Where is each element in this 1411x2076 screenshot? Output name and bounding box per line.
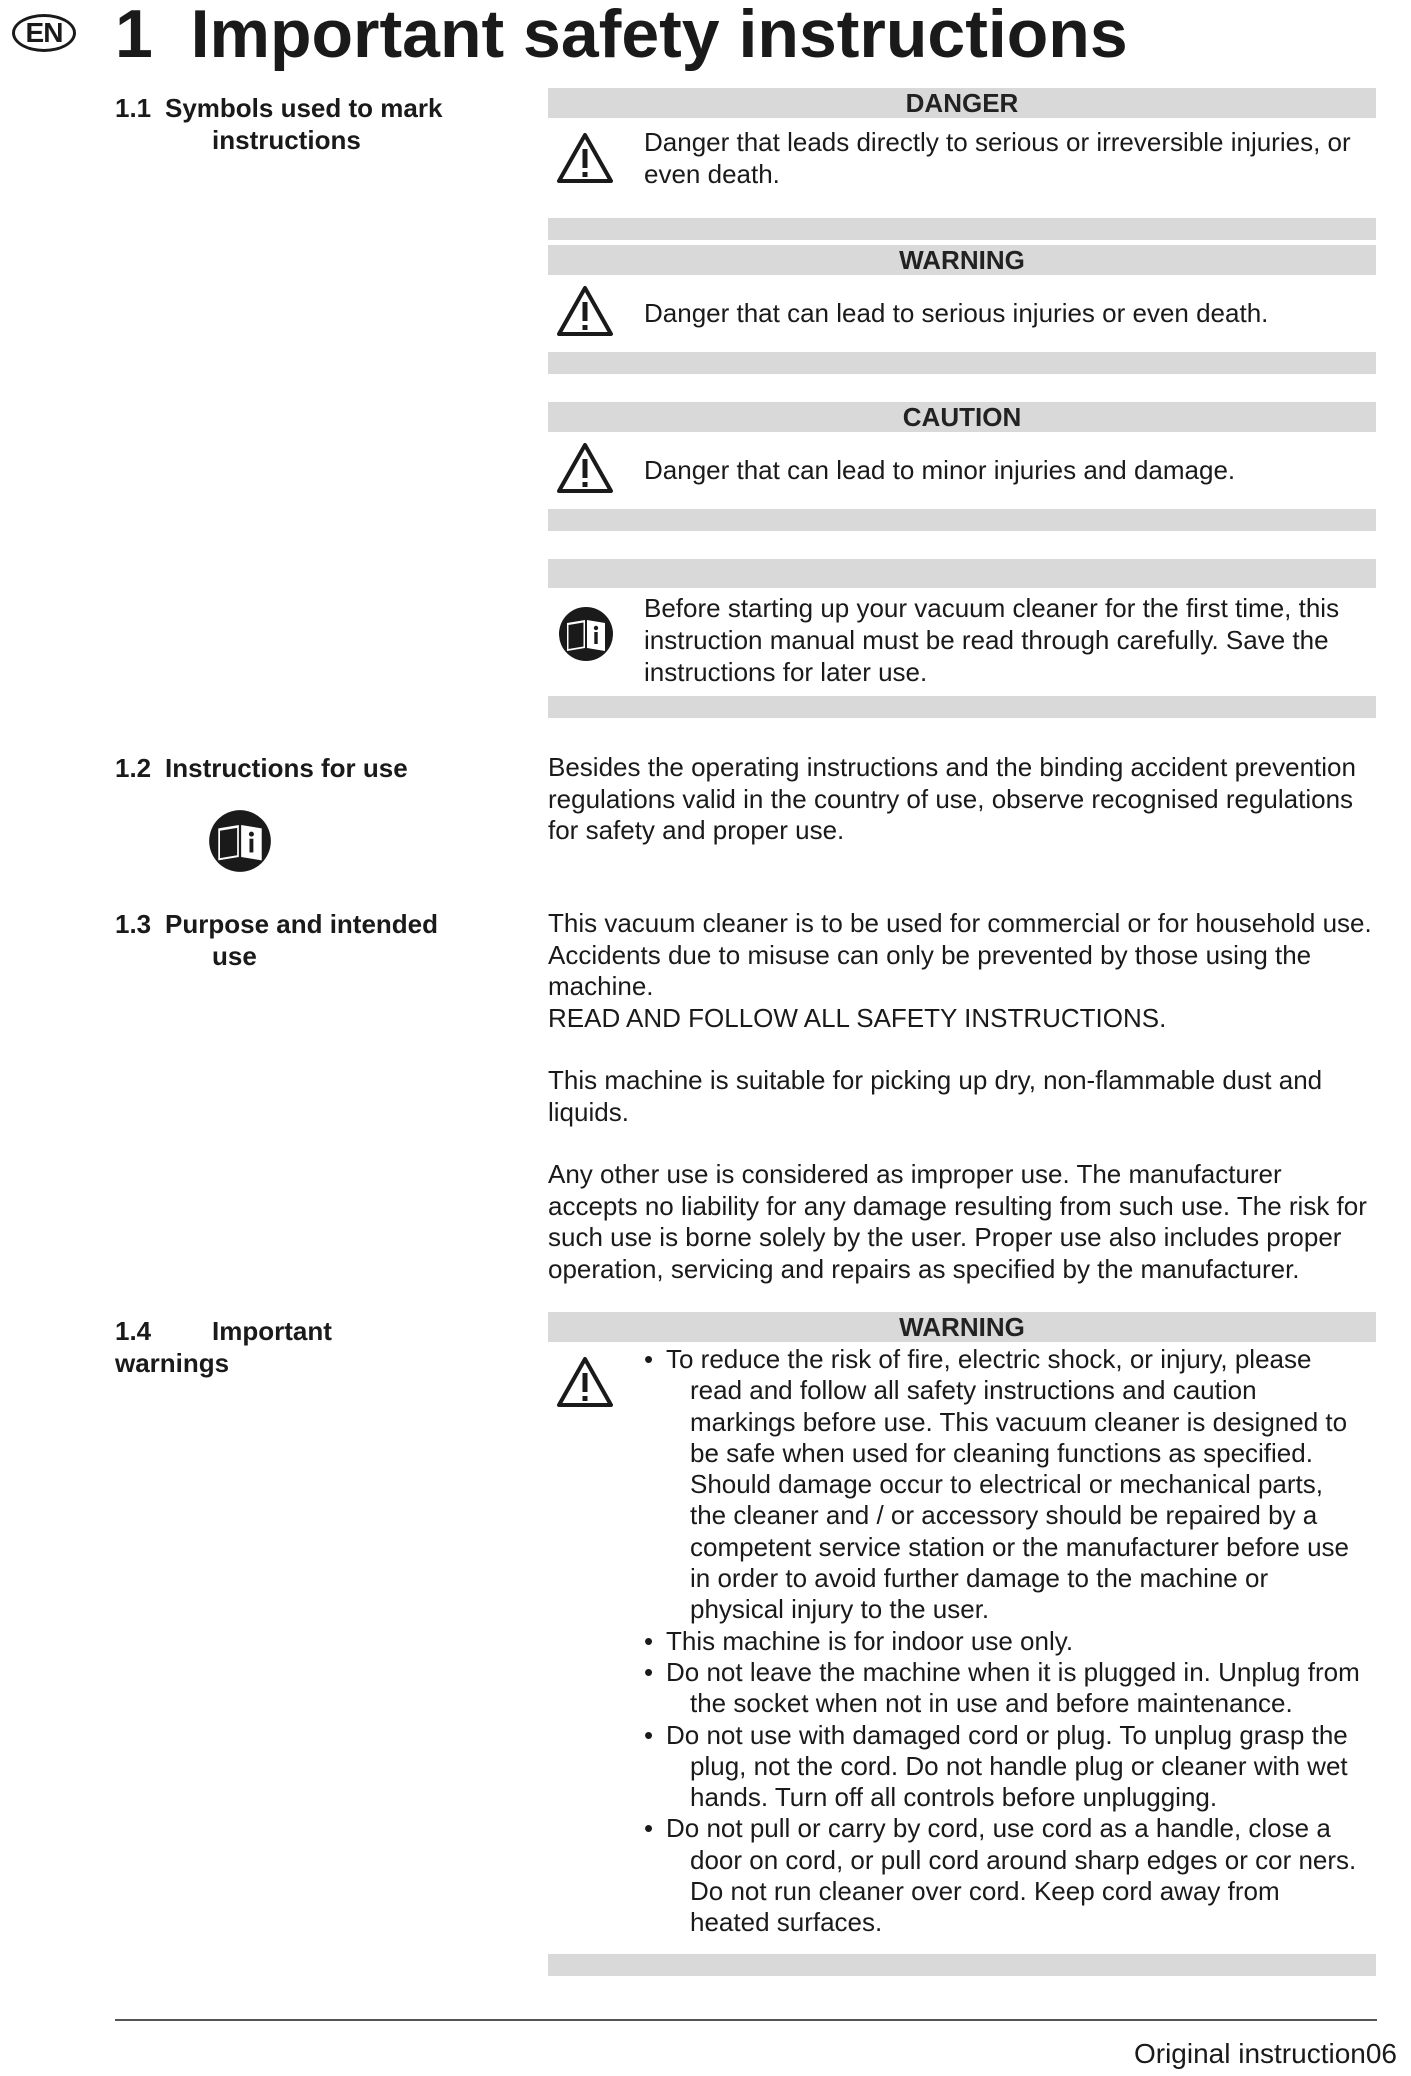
list-item: • Do not leave the machine when it is plugged in. Unplug from the socket when not in use and before maintenance. — [644, 1657, 1362, 1720]
purpose-text — [548, 908, 1378, 1285]
list-item: • To reduce the risk of fire, electric shock, or injury, please read and follow all safety instructions and caution markings before use. This vacuum cleaner is designed to be safe when used for cleaning functions as specified. Should damage occur to electrical or mechanical parts, the cleaner and / or accessory should be repaired by a competent service station or the manufacturer before use in order to avoid further damage to the machine or physical injury to the user. — [644, 1344, 1362, 1626]
info-text: Before starting up your vacuum cleaner for the first time, this instruction manual must be read through carefully. Save the instructions for later use. — [644, 593, 1340, 687]
caution-label: CAUTION — [548, 402, 1376, 432]
manual-info-icon — [208, 809, 272, 873]
section-number: 1.2 — [115, 753, 152, 783]
section-title: Instructions for use — [165, 753, 408, 783]
section-heading-1-2 — [115, 752, 408, 784]
section-title-line1: Symbols used to mark — [165, 93, 443, 123]
section-number: 1.1 — [115, 93, 152, 123]
section-number: 1.4 — [115, 1316, 152, 1346]
page-title — [115, 0, 1128, 74]
important-warnings-label: WARNING — [548, 1312, 1376, 1342]
list-item: • Do not use with damaged cord or plug. To unplug grasp the plug, not the cord. Do not handle plug or cleaner with wet hands. Turn off all controls before unplugging. — [644, 1720, 1362, 1814]
important-warnings-list-wrapper — [548, 1342, 1376, 1939]
box-top-bar — [548, 559, 1376, 588]
box-bottom-bar — [548, 1954, 1376, 1976]
important-warnings-list — [644, 1344, 1362, 1939]
box-bottom-bar — [548, 509, 1376, 531]
warning-box — [548, 245, 1376, 374]
list-item: • Do not pull or carry by cord, use cord as a handle, close a door on cord, or pull cord around sharp edges or cor ners. Do not run cleaner over cord. Keep cord away from heated surfaces. — [644, 1813, 1362, 1938]
section-heading-1-1 — [115, 92, 442, 156]
list-item: • This machine is for indoor use only. — [644, 1626, 1362, 1657]
section-title-line2: instructions — [212, 125, 361, 155]
danger-box — [548, 88, 1376, 240]
caution-text: Danger that can lead to minor injuries and damage. — [644, 455, 1236, 485]
box-bottom-bar — [548, 696, 1376, 718]
section-title-word1: Important — [212, 1316, 332, 1346]
language-badge-label: EN — [25, 17, 63, 48]
footer-page-label: Original instruction06 — [1133, 2038, 1397, 2069]
footer-divider — [115, 2019, 1377, 2021]
chapter-title: Important safety instructions — [190, 0, 1128, 72]
purpose-caps-notice: READ AND FOLLOW ALL SAFETY INSTRUCTIONS. — [548, 1002, 1167, 1033]
section-heading-1-4 — [115, 1315, 505, 1379]
purpose-paragraph-2: This machine is suitable for picking up dry, non-flammable dust and liquids. — [548, 1065, 1323, 1127]
warning-triangle-icon — [556, 285, 614, 337]
section-title-line2: use — [212, 941, 257, 971]
instructions-for-use-text: Besides the operating instructions and the binding accident prevention regulations valid in the country of use, observe recognised regulations for safety and proper use. — [548, 752, 1356, 845]
box-bottom-bar — [548, 352, 1376, 374]
chapter-number: 1 — [115, 0, 153, 72]
danger-label: DANGER — [548, 88, 1376, 118]
warning-triangle-icon — [556, 442, 614, 494]
section-heading-1-3 — [115, 908, 438, 972]
warning-triangle-icon — [556, 1356, 614, 1408]
purpose-paragraph-1: This vacuum cleaner is to be used for commercial or for household use. Accidents due to misuse can only be prevented by those using the machine. — [548, 908, 1372, 1001]
warning-label: WARNING — [548, 245, 1376, 275]
warning-triangle-icon — [556, 132, 614, 184]
warning-text: Danger that can lead to serious injuries or even death. — [644, 298, 1269, 328]
danger-text: Danger that leads directly to serious or irreversible injuries, or even death. — [644, 127, 1351, 189]
info-box — [548, 559, 1376, 718]
caution-box — [548, 402, 1376, 531]
purpose-paragraph-3: Any other use is considered as improper use. The manufacturer accepts no liability for any damage resulting from such use. The risk for such use is borne solely by the user. Proper use also includes proper operation, servicing and repairs as specified by the manufacturer. — [548, 1159, 1367, 1284]
manual-info-icon — [558, 606, 614, 662]
important-warnings-box — [548, 1312, 1376, 1976]
box-bottom-bar — [548, 218, 1376, 240]
section-title-word2: warnings — [115, 1348, 230, 1378]
section-title-line1: Purpose and intended — [165, 909, 439, 939]
section-number: 1.3 — [115, 909, 152, 939]
language-badge — [12, 14, 76, 52]
